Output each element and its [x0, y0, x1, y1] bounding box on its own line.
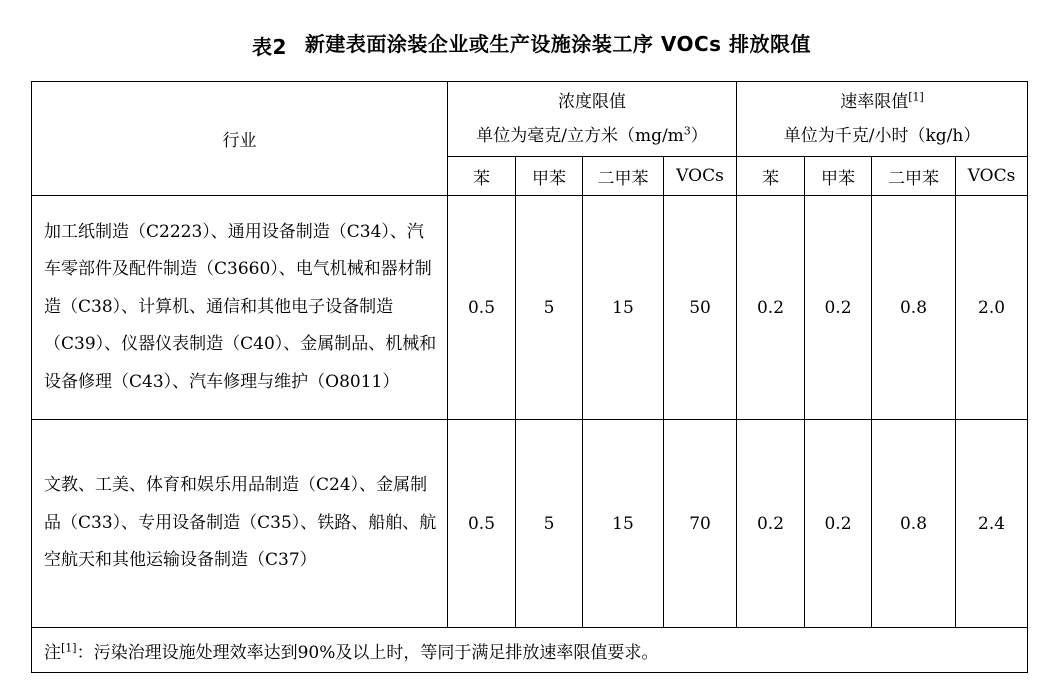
rate-group-header [737, 82, 1028, 157]
value-cell: 50 [664, 196, 737, 420]
note-row [32, 628, 1028, 673]
column-header: 苯 [448, 157, 516, 196]
concentration-label: 浓度限值 [558, 92, 626, 112]
value-cell: 70 [664, 420, 737, 628]
concentration-unit: 单位为毫克/立方米$(mg/m^3)$ [476, 124, 708, 146]
column-header: VOCs [664, 157, 737, 196]
column-header: 苯 [737, 157, 805, 196]
value-cell: 15 [583, 420, 664, 628]
rate-unit: 单位为千克/小时（kg/h） [783, 126, 981, 146]
table-note: 注[1]：污染治理设施处理效率达到90%及以上时，等同于满足排放速率限值要求。 [32, 628, 1028, 673]
header-row-group [32, 82, 1028, 157]
column-header: 二甲苯 [872, 157, 956, 196]
value-cell: 2.4 [956, 420, 1028, 628]
column-header: 甲苯 [805, 157, 872, 196]
column-header: VOCs [956, 157, 1028, 196]
value-cell: 0.2 [805, 196, 872, 420]
value-cell: 0.8 [872, 196, 956, 420]
table-title-text: 新建表面涂装企业或生产设施涂装工序 VOCs 排放限值 [304, 32, 812, 56]
table-title [0, 28, 1063, 60]
industry-cell: 文教、工美、体育和娱乐用品制造（C24）、金属制品（C33）、专用设备制造（C35）、铁路、船舶、航空航天和其他运输设备制造（C37） [32, 420, 448, 628]
table-row [32, 196, 1028, 420]
industry-cell: 加工纸制造（C2223）、通用设备制造（C34）、汽车零部件及配件制造（C3660）、电气机械和器材制造（C38）、计算机、通信和其他电子设备制造（C39）、仪器仪表制造（C40）、金属制品、机械和设备修理（C43）、汽车修理与维护（O8011） [32, 196, 448, 420]
table-number: 表2 [251, 35, 287, 59]
value-cell: 15 [583, 196, 664, 420]
industry-header: 行业 [32, 82, 448, 196]
value-cell: 2.0 [956, 196, 1028, 420]
value-cell: 5 [516, 196, 583, 420]
column-header: 甲苯 [516, 157, 583, 196]
value-cell: 0.5 [448, 196, 516, 420]
value-cell: 0.2 [737, 420, 805, 628]
table-row [32, 420, 1028, 628]
value-cell: 0.5 [448, 420, 516, 628]
value-cell: 0.2 [805, 420, 872, 628]
column-header: 二甲苯 [583, 157, 664, 196]
rate-label: 速率限值[1] [840, 90, 924, 112]
value-cell: 0.2 [737, 196, 805, 420]
value-cell: 5 [516, 420, 583, 628]
value-cell: 0.8 [872, 420, 956, 628]
emission-limits-table [31, 81, 1028, 673]
concentration-group-header [448, 82, 737, 157]
